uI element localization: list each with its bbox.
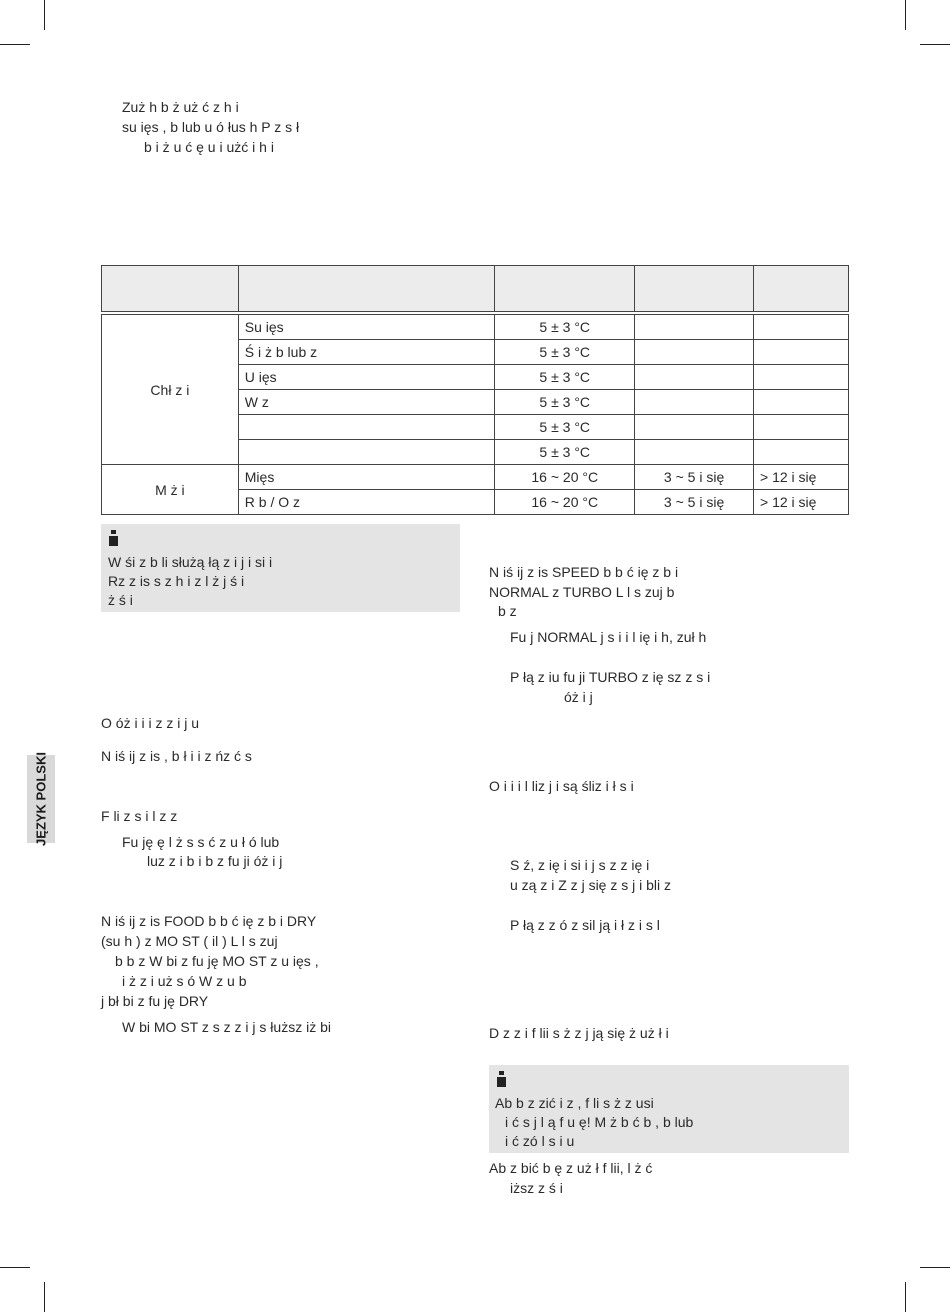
left-paragraph: i ż z i uż s ó W z u b [122, 973, 247, 989]
table-cell [635, 440, 754, 465]
table-cell [238, 440, 495, 465]
right-paragraph: NORMAL z TURBO L l s zuj b [489, 584, 675, 600]
table-cell: > 12 i się [754, 465, 849, 490]
right-paragraph: O i i i l liz j i są śliz i ł s i [489, 778, 634, 794]
crop-mark [905, 1282, 906, 1312]
table-header-cell [635, 266, 754, 312]
right-paragraph: Ab z bić b ę z uż ł f lii, l ż ć [489, 1160, 653, 1176]
storage-table [101, 265, 849, 515]
table-cell [754, 365, 849, 390]
intro-line: b i ż u ć ę u i użć i h i [144, 139, 274, 155]
table-cell [635, 415, 754, 440]
crop-mark [905, 0, 906, 30]
table-header-cell [238, 266, 495, 312]
table-cell: 5 ± 3 °C [495, 415, 635, 440]
table-cell: 5 ± 3 °C [495, 315, 635, 340]
note-box-right [489, 1065, 849, 1153]
right-bullet: P łą z iu fu ji TURBO z ię sz z s i [510, 669, 711, 685]
intro-line: su ięs , b lub u ó łus h P z s ł [122, 119, 300, 135]
right-bullet: P łą z z ó z sil ją i ł z i s l [510, 917, 660, 933]
note-line: Rz z is s z h i z l ż j ś i [108, 573, 245, 589]
table-cell [754, 340, 849, 365]
table-cell: Su ięs [238, 315, 495, 340]
table-header-cell [102, 266, 239, 312]
table-row [102, 315, 849, 340]
table-cell: Ś i ż b lub z [238, 340, 495, 365]
table-cell: 16 ~ 20 °C [495, 465, 635, 490]
right-paragraph: D z z i f lii s ż z j ją się ż uż ł i [489, 1025, 669, 1041]
left-bullet: luz z i b i b z fu ji óż i j [147, 853, 283, 869]
crop-mark [44, 1282, 45, 1312]
table-cell [754, 440, 849, 465]
note-line: Ab b z zić i z , f li s ż z usi [495, 1095, 654, 1111]
right-paragraph: N iś ij z is SPEED b b ć ię z b i [489, 564, 679, 580]
right-paragraph: iższ z ś i [510, 1180, 563, 1196]
right-bullet: u zą z i Z z j się z s j i bli z [510, 877, 672, 893]
left-paragraph: F li z s i l z z [101, 808, 178, 824]
table-header-cell [754, 266, 849, 312]
language-side-tab [27, 752, 55, 846]
table-cell: 16 ~ 20 °C [495, 490, 635, 515]
left-paragraph: j bł bi z fu ję DRY [101, 993, 209, 1009]
left-bullet: Fu ję ę l ż s s ć z u ł ó lub [122, 834, 280, 850]
table-header-cell [495, 266, 635, 312]
table-cell [754, 390, 849, 415]
right-bullet: Fu j NORMAL j s i i l ię i h, zuł h [510, 629, 707, 645]
note-line: ż ś i [108, 592, 133, 608]
group-label-cooling: Chł z i [102, 315, 239, 465]
table-cell: Mięs [238, 465, 495, 490]
crop-mark [0, 1267, 30, 1268]
table-row [102, 465, 849, 490]
table-cell: 3 ~ 5 i się [635, 490, 754, 515]
table-cell [635, 390, 754, 415]
table-cell [635, 365, 754, 390]
table-cell: U ięs [238, 365, 495, 390]
crop-mark [920, 1267, 950, 1268]
table-cell: 3 ~ 5 i się [635, 465, 754, 490]
table-cell [635, 315, 754, 340]
table-header-row [102, 266, 849, 312]
table-cell [635, 340, 754, 365]
left-paragraph: O óż i i i z z i j u [101, 715, 200, 731]
crop-mark [0, 44, 30, 45]
table-cell [754, 415, 849, 440]
table-cell [238, 415, 495, 440]
left-bullet: W bi MO ST z s z z i j s łuższ iż bi [122, 1019, 331, 1035]
table-cell: W z [238, 390, 495, 415]
note-line: i ć zó l s i u [505, 1133, 575, 1149]
info-icon [108, 530, 120, 546]
right-paragraph: b z [498, 603, 517, 619]
table-cell: > 12 i się [754, 490, 849, 515]
crop-mark [920, 44, 950, 45]
table-cell [754, 315, 849, 340]
group-label-freezing: M ż i [102, 465, 239, 515]
note-line: i ć s j l ą f u ę! M ż b ć b , b lub [505, 1114, 694, 1130]
crop-mark [44, 0, 45, 30]
left-paragraph: N iś ij z is FOOD b b ć ię z b i DRY [101, 913, 317, 929]
left-paragraph: b b z W bi z fu ję MO ST z u ięs , [115, 953, 319, 969]
table-cell: 5 ± 3 °C [495, 390, 635, 415]
table-cell: 5 ± 3 °C [495, 340, 635, 365]
table-cell: 5 ± 3 °C [495, 440, 635, 465]
left-paragraph: N iś ij z is , b ł i i z ńz ć s [101, 748, 252, 764]
left-paragraph: (su h ) z MO ST ( il ) L l s zuj [101, 933, 278, 949]
note-line: W śi z b li służą łą z i j i si i [108, 554, 273, 570]
language-side-tab-label: JĘZYK POLSKI [33, 752, 49, 846]
right-bullet: óż i j [564, 689, 593, 705]
right-bullet: S ź, z ię i si i j s z z ię i [510, 857, 650, 873]
table-cell: R b / O z [238, 490, 495, 515]
info-icon [496, 1071, 508, 1087]
note-box-left [101, 524, 460, 612]
table-cell: 5 ± 3 °C [495, 365, 635, 390]
intro-line: Zuż h b ż uż ć z h i [122, 99, 239, 115]
